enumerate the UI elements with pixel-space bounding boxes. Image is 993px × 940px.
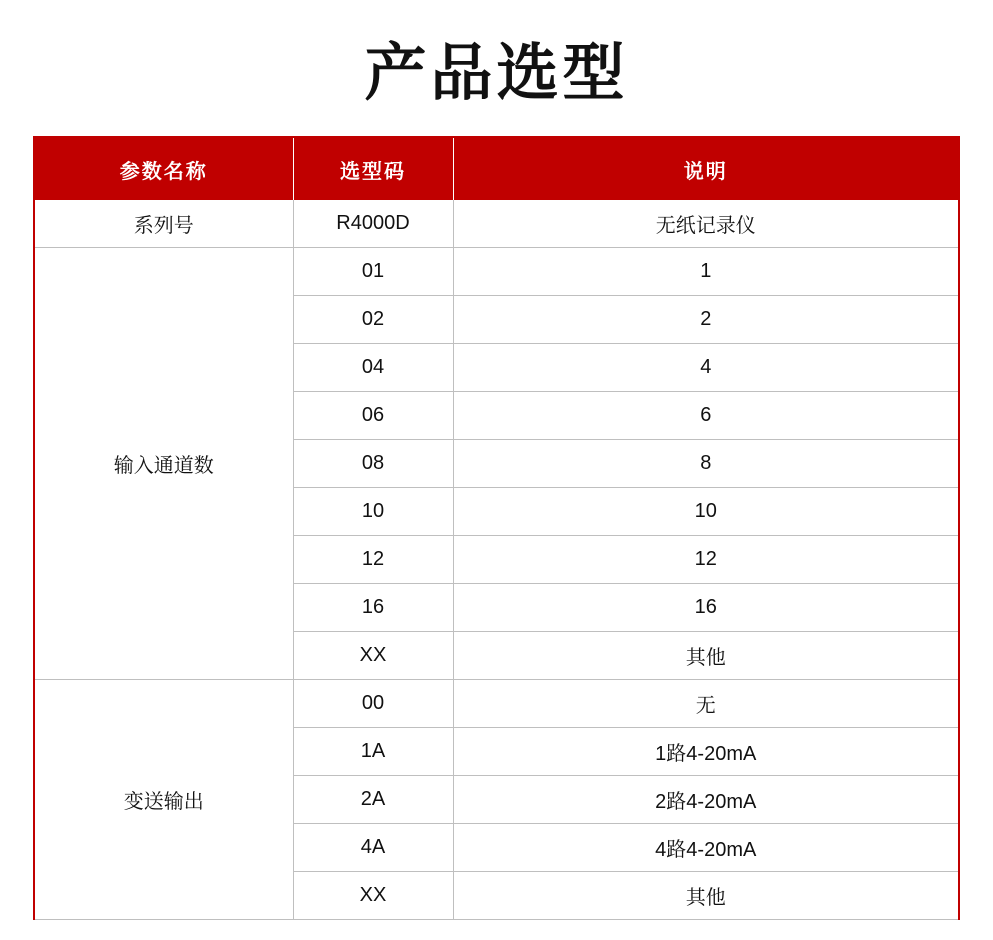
code-cell: 16 bbox=[293, 584, 453, 632]
desc-cell: 其他 bbox=[453, 632, 958, 680]
code-cell: 1A bbox=[293, 728, 453, 776]
table-row bbox=[35, 248, 958, 296]
column-header-selection-code: 选型码 bbox=[293, 138, 453, 200]
desc-cell: 其他 bbox=[453, 872, 958, 920]
desc-cell: 1 bbox=[453, 248, 958, 296]
desc-cell: 6 bbox=[453, 392, 958, 440]
table-row bbox=[35, 680, 958, 728]
param-name-cell: 变送输出 bbox=[35, 680, 293, 920]
desc-cell: 10 bbox=[453, 488, 958, 536]
code-cell: 4A bbox=[293, 824, 453, 872]
code-cell: 01 bbox=[293, 248, 453, 296]
table-body bbox=[35, 200, 958, 920]
selection-table bbox=[35, 138, 958, 920]
desc-cell: 12 bbox=[453, 536, 958, 584]
desc-cell: 无 bbox=[453, 680, 958, 728]
desc-cell: 无纸记录仪 bbox=[453, 200, 958, 248]
code-cell: 2A bbox=[293, 776, 453, 824]
param-name-cell: 输入通道数 bbox=[35, 248, 293, 680]
desc-cell: 4 bbox=[453, 344, 958, 392]
code-cell: R4000D bbox=[293, 200, 453, 248]
code-cell: XX bbox=[293, 872, 453, 920]
desc-cell: 8 bbox=[453, 440, 958, 488]
code-cell: XX bbox=[293, 632, 453, 680]
code-cell: 06 bbox=[293, 392, 453, 440]
code-cell: 02 bbox=[293, 296, 453, 344]
page-title: 产品选型 bbox=[364, 39, 629, 108]
desc-cell: 2 bbox=[453, 296, 958, 344]
code-cell: 10 bbox=[293, 488, 453, 536]
column-header-description: 说明 bbox=[453, 138, 958, 200]
table-header bbox=[35, 138, 958, 200]
code-cell: 12 bbox=[293, 536, 453, 584]
code-cell: 04 bbox=[293, 344, 453, 392]
table-header-row bbox=[35, 138, 958, 200]
code-cell: 00 bbox=[293, 680, 453, 728]
selection-table-container bbox=[33, 136, 960, 920]
desc-cell: 1路4-20mA bbox=[453, 728, 958, 776]
code-cell: 08 bbox=[293, 440, 453, 488]
table-row bbox=[35, 200, 958, 248]
param-name-cell: 系列号 bbox=[35, 200, 293, 248]
column-header-param-name: 参数名称 bbox=[35, 138, 293, 200]
desc-cell: 2路4-20mA bbox=[453, 776, 958, 824]
desc-cell: 16 bbox=[453, 584, 958, 632]
desc-cell: 4路4-20mA bbox=[453, 824, 958, 872]
